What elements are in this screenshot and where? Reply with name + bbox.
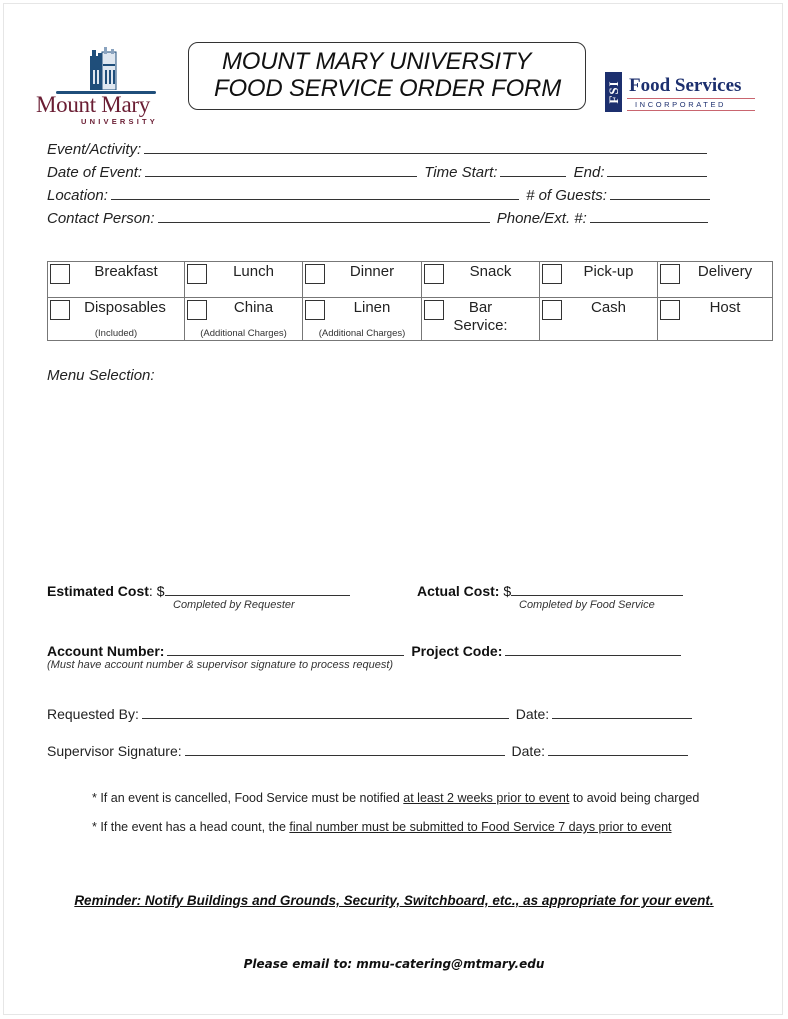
title-box [188,42,586,110]
time-start-field[interactable] [500,163,566,177]
option-host[interactable]: Host [658,298,773,341]
cancellation-policy: * If an event is cancelled, Food Service must be notified at least 2 weeks prior to event to avoid being charged [92,791,700,805]
event-activity-field[interactable] [144,140,707,154]
options-table [47,261,773,341]
requested-by-label: Requested By: [47,706,139,722]
logo-name: Mount Mary [36,92,150,117]
fsi-rule-bottom [627,110,755,111]
fsi-logo [605,72,755,114]
contact-row [47,209,711,227]
account-row [47,642,684,659]
account-number-field[interactable] [167,642,404,656]
option-lunch[interactable]: Lunch [185,262,303,298]
option-snack[interactable]: Snack [422,262,540,298]
checkbox[interactable] [424,264,444,284]
requested-by-row [47,705,695,722]
actual-cost-field[interactable] [511,582,683,596]
date-of-event-label: Date of Event: [47,164,143,181]
account-number-label: Account Number: [47,643,165,659]
end-time-field[interactable] [607,163,707,177]
checkbox[interactable] [660,264,680,284]
checkbox[interactable] [424,300,444,320]
option-dinner[interactable]: Dinner [303,262,422,298]
options-row-meal [48,262,773,298]
contact-person-field[interactable] [158,209,490,223]
location-row [47,186,713,204]
option-linen[interactable]: Linen (Additional Charges) [303,298,422,341]
options-row-service [48,298,773,341]
supervisor-row [47,742,691,759]
menu-selection-area[interactable] [47,392,772,562]
actual-cost-row: Actual Cost: $ [417,582,686,599]
estimated-cost-row: Estimated Cost: $ [47,582,353,599]
date-of-event-field[interactable] [145,163,417,177]
estimated-cost-label: Estimated Cost [47,583,149,599]
fsi-mark: FSI [605,72,622,112]
estimated-cost-note: Completed by Requester [173,599,295,611]
fsi-name: Food Services [629,75,742,96]
fsi-rule-top [627,98,755,99]
page-title-line2: FOOD SERVICE ORDER FORM [214,75,561,102]
estimated-cost-field[interactable] [165,582,350,596]
fsi-subtitle: INCORPORATED [635,100,727,109]
checkbox[interactable] [50,300,70,320]
page-title-line1: MOUNT MARY UNIVERSITY [222,48,532,75]
checkbox[interactable] [50,264,70,284]
checkbox[interactable] [305,300,325,320]
end-label: End: [573,164,605,181]
mount-mary-logo [30,44,175,126]
location-field[interactable] [111,186,519,200]
headcount-policy: * If the event has a head count, the final number must be submitted to Food Service 7 days prior to event [92,820,672,834]
requested-by-field[interactable] [142,705,509,719]
supervisor-signature-label: Supervisor Signature: [47,743,182,759]
checkbox[interactable] [542,300,562,320]
date-field-1[interactable] [552,705,692,719]
menu-selection-label: Menu Selection: [47,367,155,384]
option-cash[interactable]: Cash [540,298,658,341]
project-code-label: Project Code: [411,643,503,659]
reminder-text: Reminder: Notify Buildings and Grounds, Security, Switchboard, etc., as appropriate for your event. [74,893,714,908]
supervisor-signature-field[interactable] [185,742,505,756]
option-china[interactable]: China (Additional Charges) [185,298,303,341]
event-activity-label: Event/Activity: [47,141,142,158]
logo-subtitle: UNIVERSITY [81,117,159,126]
checkbox[interactable] [542,264,562,284]
actual-cost-note: Completed by Food Service [519,599,655,611]
date-label-2: Date: [511,743,545,759]
time-start-label: Time Start: [424,164,498,181]
account-note: (Must have account number & supervisor signature to process request) [47,659,394,671]
option-disposables[interactable]: Disposables (Included) [48,298,185,341]
option-delivery[interactable]: Delivery [658,262,773,298]
actual-cost-label: Actual Cost: [417,583,500,599]
guests-field[interactable] [610,186,710,200]
option-bar-service[interactable]: Bar Service: [422,298,540,341]
date-field-2[interactable] [548,742,688,756]
checkbox[interactable] [187,300,207,320]
checkbox[interactable] [187,264,207,284]
location-label: Location: [47,187,108,204]
guests-label: # of Guests: [526,187,607,204]
project-code-field[interactable] [505,642,681,656]
checkbox[interactable] [660,300,680,320]
checkbox[interactable] [305,264,325,284]
email-instruction: Please email to: mmu-catering@mtmary.edu [243,957,545,971]
option-pickup[interactable]: Pick-up [540,262,658,298]
date-label-1: Date: [515,706,550,722]
phone-ext-label: Phone/Ext. #: [496,210,587,227]
option-breakfast[interactable]: Breakfast [48,262,185,298]
date-time-row [47,163,710,181]
event-activity-row [47,140,710,158]
tower-icon [84,44,122,90]
phone-ext-field[interactable] [590,209,708,223]
contact-person-label: Contact Person: [47,210,155,227]
